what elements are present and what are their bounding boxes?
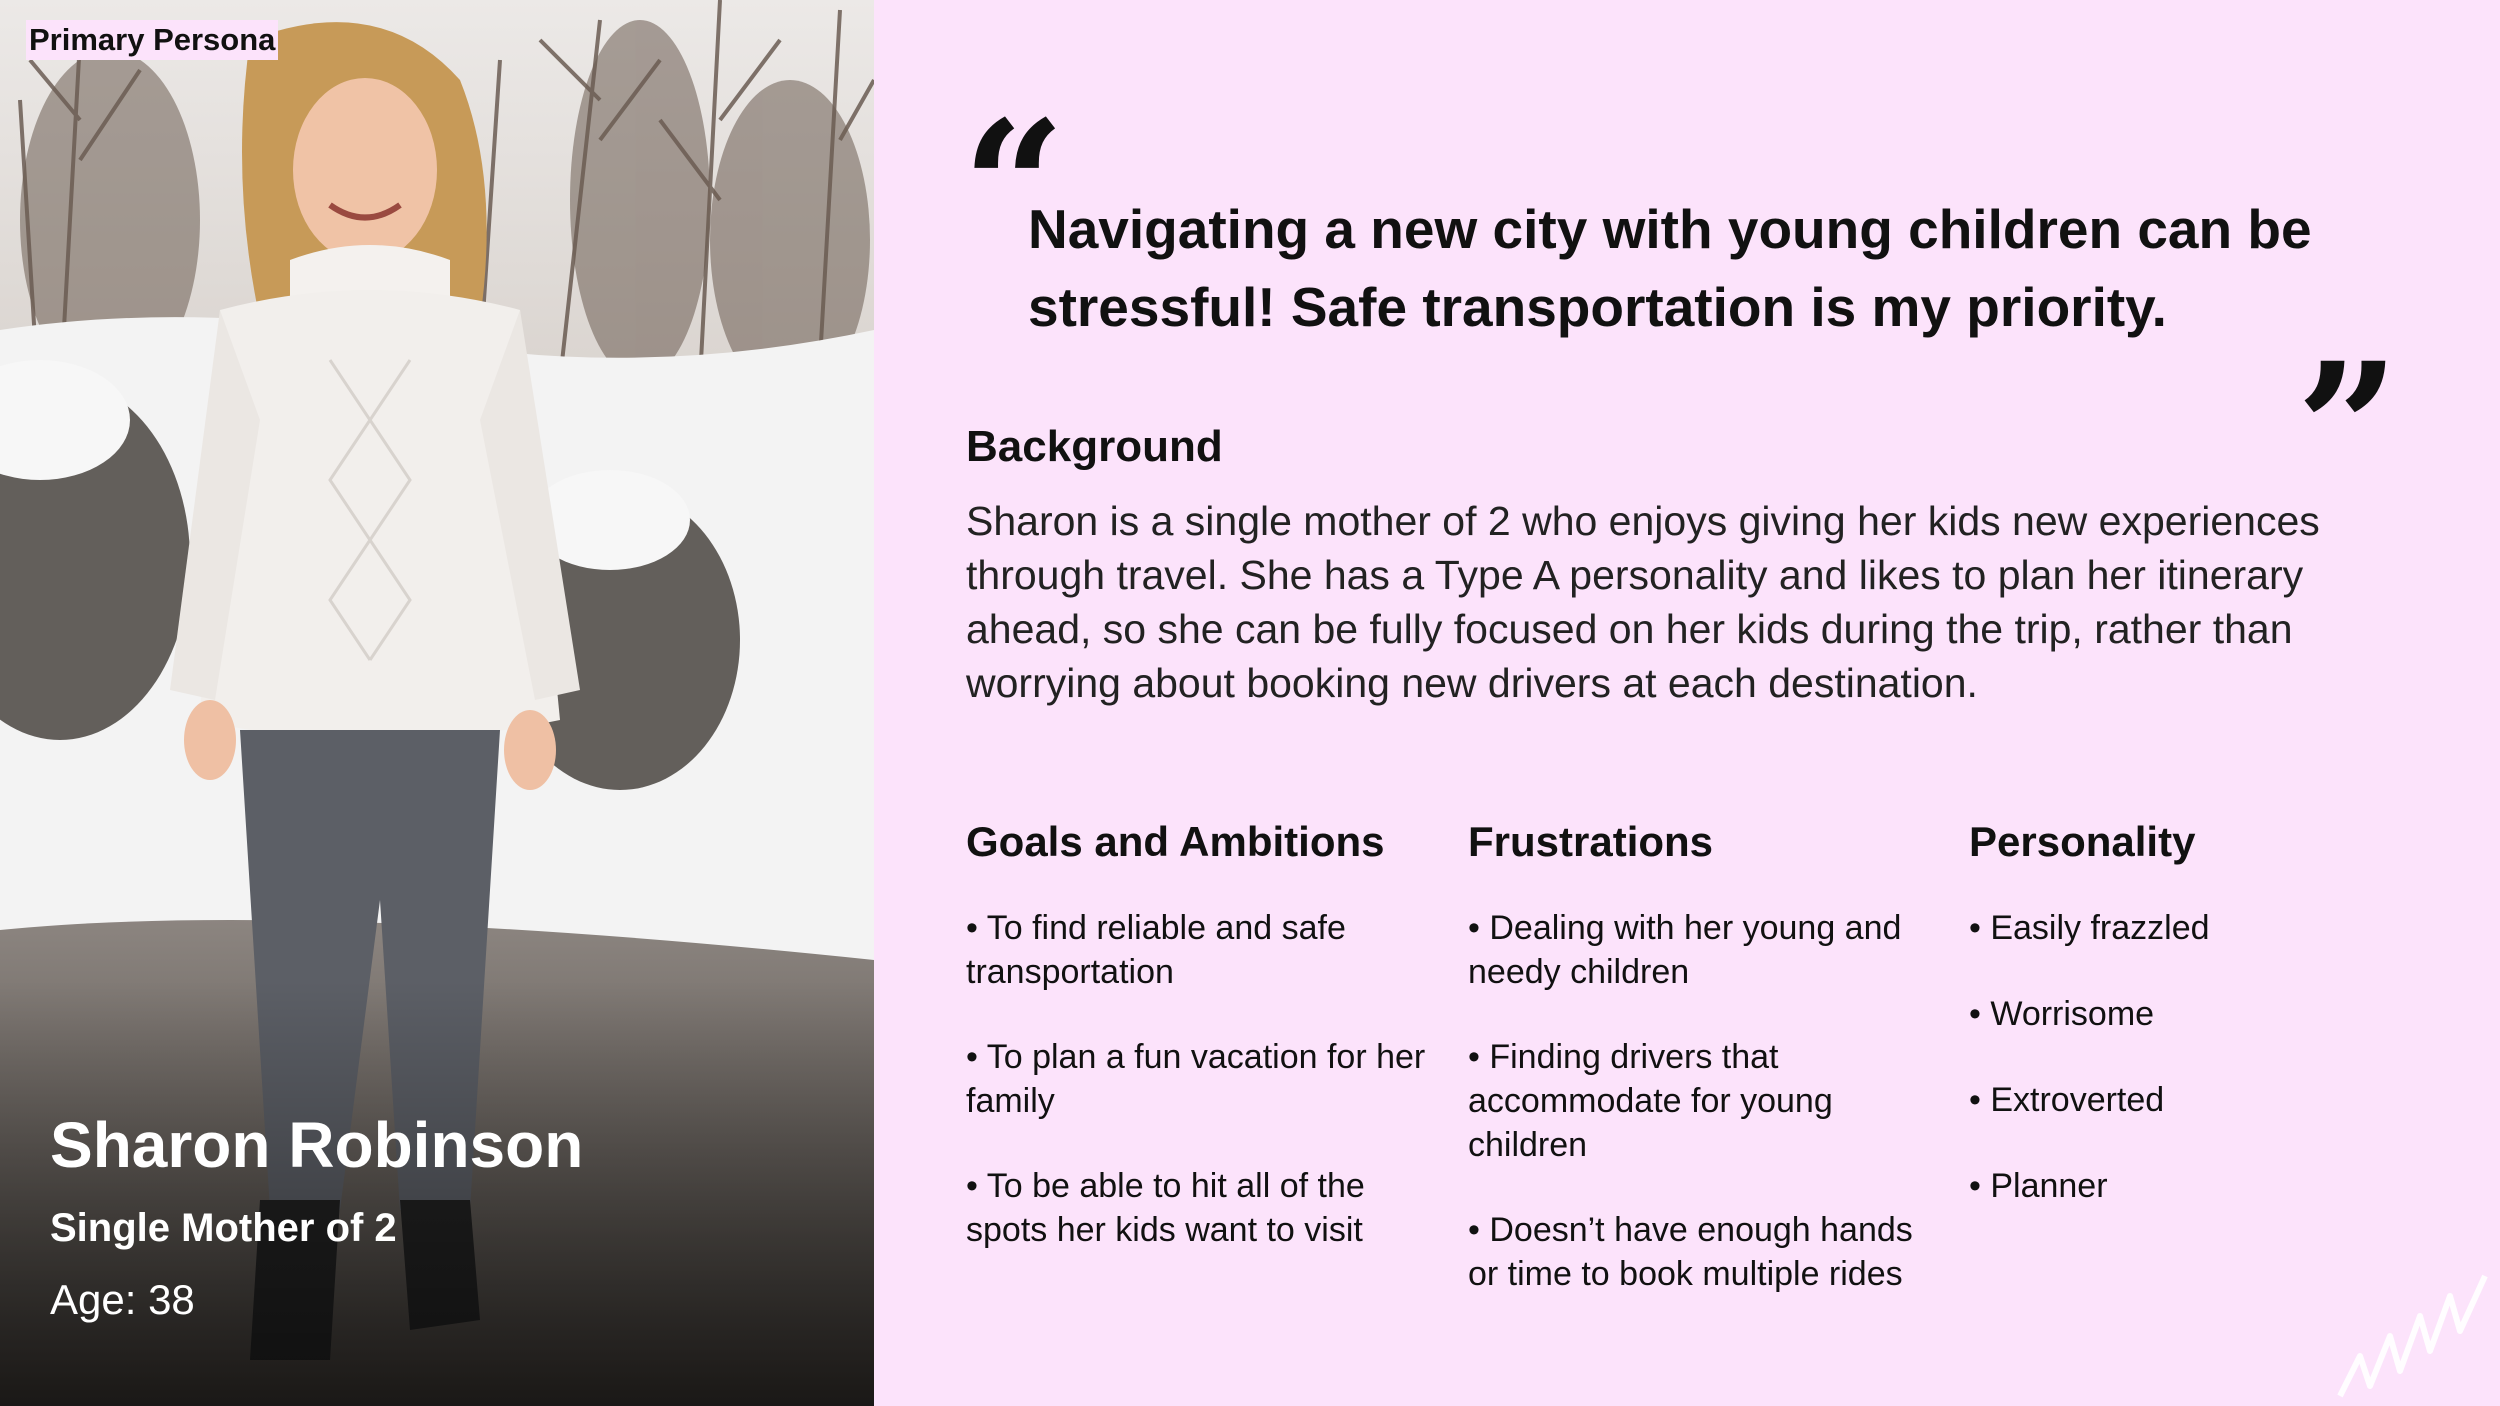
frustrations-section (1468, 818, 1928, 1337)
personality-section (1969, 818, 2429, 1250)
persona-photo-illustration (0, 0, 874, 1406)
persona-quote: Navigating a new city with young children can be stressful! Safe transportation is my priority. (1028, 198, 2312, 338)
close-quote-icon: ” (2296, 324, 2400, 535)
personality-item: • Worrisome (1969, 995, 2155, 1033)
background-title: Background (966, 422, 1223, 471)
personality-title: Personality (1969, 818, 2196, 865)
goals-list (966, 906, 1426, 1252)
persona-name: Sharon Robinson (50, 1109, 584, 1181)
persona-tag: Primary Persona (26, 20, 278, 60)
frustration-item: • Finding drivers that accommodate for young children (1468, 1038, 1833, 1164)
frustrations-list (1468, 906, 1928, 1296)
background-text: Sharon is a single mother of 2 who enjoys giving her kids new experiences through travel. She has a Type A personality and likes to plan her itinerary ahead, so she can be fully focused on her kids during the trip, rather than worrying about booking new drivers at each destination. (966, 498, 2320, 706)
goal-item: • To plan a fun vacation for her family (966, 1038, 1426, 1120)
decorative-squiggle-icon (2320, 1236, 2500, 1406)
personality-item: • Easily frazzled (1969, 909, 2210, 947)
personality-item: • Planner (1969, 1167, 2108, 1205)
goal-item: • To find reliable and safe transportation (966, 909, 1346, 991)
persona-photo (0, 0, 874, 1406)
open-quote-icon: “ (962, 82, 1066, 293)
persona-age: Age: 38 (50, 1276, 195, 1323)
goal-item: • To be able to hit all of the spots her kids want to visit (966, 1167, 1365, 1249)
frustration-item: • Doesn’t have enough hands or time to book multiple rides (1468, 1211, 1913, 1293)
frustration-item: • Dealing with her young and needy children (1468, 909, 1902, 991)
persona-subtitle: Single Mother of 2 (50, 1206, 397, 1250)
goals-title: Goals and Ambitions (966, 818, 1385, 865)
goals-section (966, 818, 1426, 1293)
personality-list (1969, 906, 2429, 1208)
frustrations-title: Frustrations (1468, 818, 1714, 865)
personality-item: • Extroverted (1969, 1081, 2165, 1119)
